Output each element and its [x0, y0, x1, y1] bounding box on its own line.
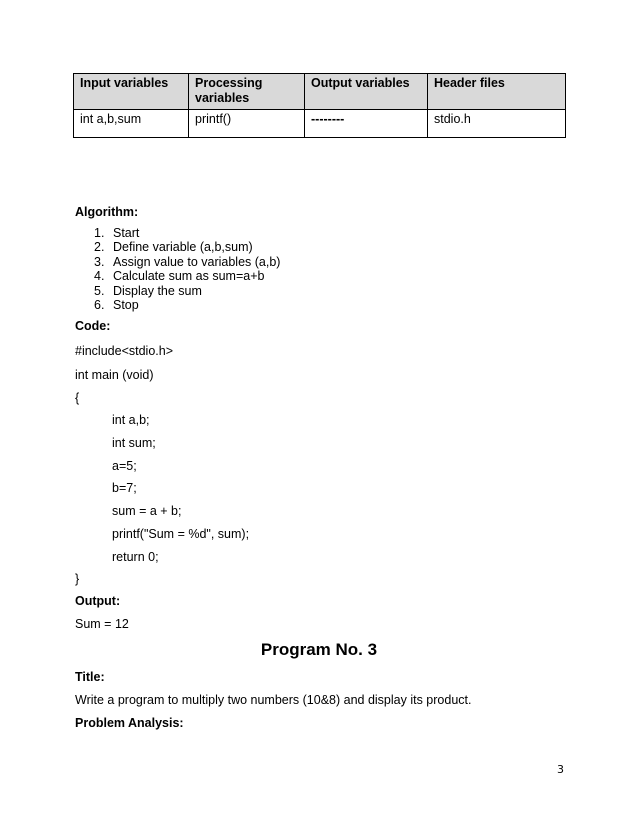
list-item: [94, 298, 280, 312]
list-item: [94, 284, 280, 298]
code-line: sum = a + b;: [112, 504, 182, 518]
step-text: Define variable (a,b,sum): [113, 240, 253, 255]
code-line: b=7;: [112, 481, 137, 495]
list-item: [94, 269, 280, 283]
header-cell-header-files: Header files: [428, 74, 566, 110]
output-heading: Output:: [75, 594, 121, 608]
page-number: 3: [557, 763, 564, 776]
variables-table: [73, 73, 566, 138]
code-line: int a,b;: [112, 413, 150, 427]
title-text: Write a program to multiply two numbers (10&8) and display its product.: [75, 693, 472, 707]
step-number: 6.: [94, 297, 105, 312]
code-line: {: [75, 391, 80, 405]
title-heading: Title:: [75, 670, 105, 684]
step-text: Display the sum: [113, 283, 202, 298]
step-number: 3.: [94, 254, 105, 269]
step-text: Assign value to variables (a,b): [113, 254, 281, 269]
step-text: Stop: [113, 297, 139, 312]
code-line: int main (void): [75, 368, 154, 382]
code-heading: Code:: [75, 319, 111, 333]
cell-header-files: stdio.h: [428, 110, 566, 138]
problem-analysis-heading: Problem Analysis:: [75, 716, 184, 730]
list-item: [94, 240, 280, 254]
code-line: a=5;: [112, 459, 137, 473]
algorithm-steps: [94, 226, 280, 312]
code-line: int sum;: [112, 436, 156, 450]
cell-input: int a,b,sum: [74, 110, 189, 138]
step-number: 5.: [94, 283, 105, 298]
output-text: Sum = 12: [75, 617, 129, 631]
header-cell-input: Input variables: [74, 74, 189, 110]
code-line: }: [75, 572, 80, 586]
list-item: [94, 226, 280, 240]
step-text: Start: [113, 226, 140, 240]
header-cell-output: Output variables: [305, 74, 428, 110]
code-line: return 0;: [112, 550, 159, 564]
algorithm-heading: Algorithm:: [75, 205, 139, 219]
step-number: 2.: [94, 240, 105, 255]
cell-processing: printf(): [189, 110, 305, 138]
program-title: Program No. 3: [260, 640, 378, 659]
cell-output: --------: [305, 110, 428, 138]
step-number: 1.: [94, 226, 105, 240]
step-number: 4.: [94, 269, 105, 284]
header-cell-processing: Processing variables: [189, 74, 305, 110]
code-line: #include<stdio.h>: [75, 344, 173, 358]
code-line: printf("Sum = %d", sum);: [112, 527, 250, 541]
table-header-row: [74, 74, 566, 110]
table-row: [74, 110, 566, 138]
list-item: [94, 255, 280, 269]
step-text: Calculate sum as sum=a+b: [113, 269, 265, 284]
